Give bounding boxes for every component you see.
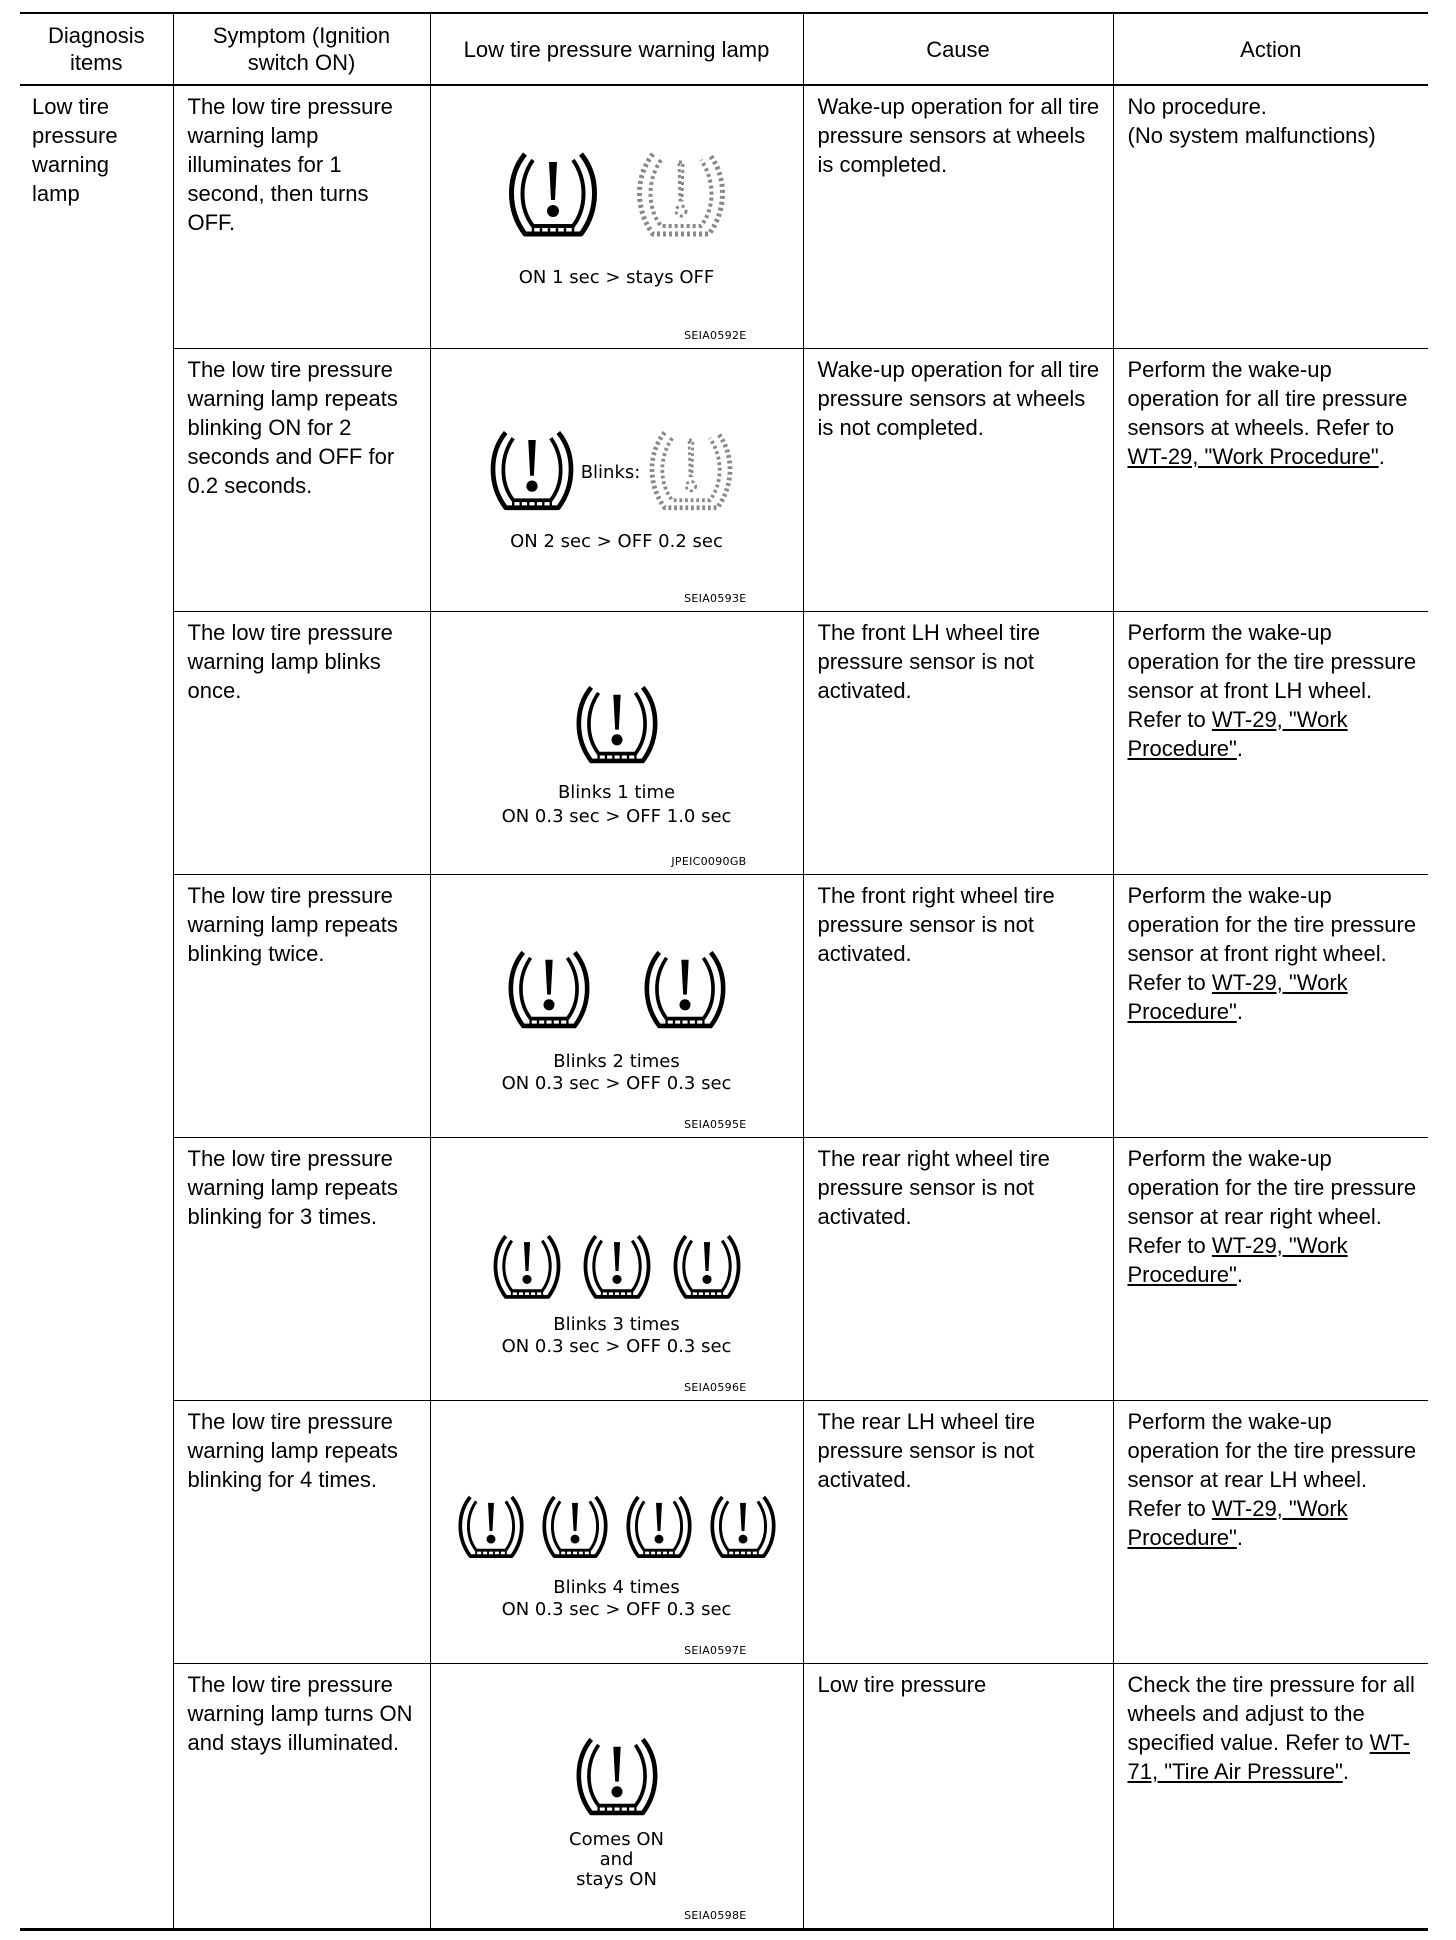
action-cell (1113, 1138, 1428, 1401)
header-diagnosis-items: Diagnosis items (20, 14, 173, 85)
header-symptom: Symptom (Ignition switch ON) (173, 14, 430, 85)
action-cell (1113, 85, 1428, 349)
lamp-figure-cell (430, 85, 803, 349)
lamp-caption: Blinks 4 times (553, 1577, 680, 1598)
symptom-text: The low tire pressure warning lamp repeats blinking for 4 times. (187, 1409, 398, 1492)
symptom-cell (173, 1664, 430, 1929)
action-text: Check the tire pressure for all wheels and adjust to the specified value. Refer to (1127, 1672, 1415, 1755)
tpms-warning-lamp-on-icon (503, 146, 603, 246)
action-text: Perform the wake-up operation for the tire pressure sensor at front LH wheel. Refer to (1127, 620, 1417, 732)
action-cell (1113, 1401, 1428, 1664)
symptom-text: The low tire pressure warning lamp repeats blinking twice. (187, 883, 398, 966)
cause-cell (803, 612, 1113, 875)
lamp-figure-cell (430, 349, 803, 612)
symptom-cell (173, 1401, 430, 1664)
action-text: Perform the wake-up operation for the tire pressure sensor at front right wheel. Refer to (1127, 883, 1417, 995)
cause-text: Wake-up operation for all tire pressure sensors at wheels is not completed. (817, 357, 1100, 440)
table-row (20, 1664, 1428, 1929)
table-row (20, 349, 1428, 612)
lamp-caption-and: and (599, 1849, 634, 1870)
symptom-cell (173, 349, 430, 612)
action-text: Perform the wake-up operation for the tire pressure sensor at rear LH wheel. Refer to (1127, 1409, 1417, 1521)
action-text: Perform the wake-up operation for all tire pressure sensors at wheels. Refer to (1127, 357, 1408, 440)
lamp-figure-cell (430, 612, 803, 875)
header-cause: Cause (803, 14, 1113, 85)
figure-code: JPEIC0090GB (671, 855, 747, 868)
header-warning-lamp: Low tire pressure warning lamp (430, 14, 803, 85)
tpms-warning-lamp-on-icon (485, 425, 579, 519)
symptom-cell (173, 85, 430, 349)
tpms-warning-lamp-on-icon (669, 1230, 745, 1306)
figure-code: SEIA0593E (684, 592, 747, 605)
table-row (20, 875, 1428, 1138)
symptom-cell (173, 612, 430, 875)
lamp-caption: Blinks 1 time (557, 782, 676, 803)
lamp-caption: ON 2 sec > OFF 0.2 sec (510, 531, 723, 552)
tpms-warning-lamp-on-icon (571, 1732, 663, 1824)
action-end: . (1378, 444, 1385, 469)
tpms-warning-lamp-on-icon (489, 1230, 565, 1306)
figure-code: SEIA0597E (684, 1644, 747, 1657)
lamp-timing: ON 0.3 sec > OFF 0.3 sec (501, 1599, 732, 1620)
tpms-warning-lamp-on-icon (706, 1491, 780, 1565)
lamp-timing: ON 0.3 sec > OFF 1.0 sec (501, 806, 732, 827)
action-end: . (1236, 999, 1243, 1024)
cause-text: Low tire pressure (817, 1672, 987, 1697)
diagnosis-table (20, 14, 1428, 1928)
cause-cell (803, 85, 1113, 349)
symptom-text: The low tire pressure warning lamp blinks once. (187, 620, 393, 703)
symptom-text: The low tire pressure warning lamp illuminates for 1 second, then turns OFF. (187, 94, 393, 235)
action-text: No procedure. (1127, 94, 1267, 119)
diagnosis-table-page (20, 12, 1428, 1931)
work-procedure-link[interactable]: WT-29, "Work Procedure" (1127, 1233, 1348, 1287)
tpms-warning-lamp-on-icon (579, 1230, 655, 1306)
action-end: . (1342, 1759, 1349, 1784)
action-end: . (1236, 736, 1243, 761)
cause-cell (803, 875, 1113, 1138)
action-end: . (1236, 1525, 1243, 1550)
tire-air-pressure-link[interactable]: WT-71, "Tire Air Pressure" (1127, 1730, 1410, 1784)
tpms-warning-lamp-off-icon (631, 146, 731, 246)
tpms-warning-lamp-on-icon (571, 680, 663, 772)
figure-code: SEIA0596E (684, 1381, 747, 1394)
cause-cell (803, 349, 1113, 612)
tpms-warning-lamp-on-icon (454, 1491, 528, 1565)
diagnosis-item-cell (20, 85, 173, 1928)
symptom-cell (173, 875, 430, 1138)
table-row (20, 1138, 1428, 1401)
table-row (20, 612, 1428, 875)
lamp-timing: ON 0.3 sec > OFF 0.3 sec (501, 1336, 732, 1357)
lamp-caption: ON 1 sec > stays OFF (518, 267, 715, 288)
figure-code: SEIA0598E (684, 1909, 747, 1922)
symptom-text: The low tire pressure warning lamp repeats blinking for 3 times. (187, 1146, 398, 1229)
figure-code: SEIA0592E (684, 329, 747, 342)
action-cell (1113, 875, 1428, 1138)
lamp-caption: Blinks 2 times (553, 1051, 680, 1072)
cause-cell (803, 1664, 1113, 1929)
blinks-label: Blinks: (580, 461, 641, 483)
tpms-warning-lamp-on-icon (639, 945, 731, 1037)
tpms-warning-lamp-on-icon (622, 1491, 696, 1565)
tpms-warning-lamp-on-icon (538, 1491, 612, 1565)
action-cell (1113, 349, 1428, 612)
cause-cell (803, 1401, 1113, 1664)
cause-text: The rear right wheel tire pressure sensor is not activated. (817, 1146, 1050, 1229)
lamp-timing: ON 0.3 sec > OFF 0.3 sec (501, 1073, 732, 1094)
action-note: (No system malfunctions) (1127, 123, 1376, 148)
action-text: Perform the wake-up operation for the tire pressure sensor at rear right wheel. Refer to (1127, 1146, 1417, 1258)
diagnosis-item: Low tire pressure warning lamp (32, 94, 118, 206)
cause-text: Wake-up operation for all tire pressure sensors at wheels is completed. (817, 94, 1100, 177)
header-action: Action (1113, 14, 1428, 85)
cause-cell (803, 1138, 1113, 1401)
lamp-figure-cell (430, 1138, 803, 1401)
lamp-figure-cell (430, 1664, 803, 1929)
work-procedure-link[interactable]: WT-29, "Work Procedure" (1127, 707, 1348, 761)
table-row (20, 1401, 1428, 1664)
lamp-caption: Comes ON (569, 1829, 664, 1850)
work-procedure-link[interactable]: WT-29, "Work Procedure" (1127, 970, 1348, 1024)
work-procedure-link[interactable]: WT-29, "Work Procedure" (1127, 1496, 1348, 1550)
lamp-caption-stays: stays ON (576, 1869, 657, 1890)
lamp-figure-cell (430, 875, 803, 1138)
symptom-cell (173, 1138, 430, 1401)
work-procedure-link[interactable]: WT-29, "Work Procedure" (1127, 444, 1379, 469)
cause-text: The rear LH wheel tire pressure sensor is not activated. (817, 1409, 1036, 1492)
table-header-row (20, 14, 1428, 85)
action-cell (1113, 1664, 1428, 1929)
figure-code: SEIA0595E (684, 1118, 747, 1131)
tpms-warning-lamp-off-icon (644, 425, 738, 519)
lamp-caption: Blinks 3 times (553, 1314, 680, 1335)
tpms-warning-lamp-on-icon (503, 945, 595, 1037)
action-end: . (1236, 1262, 1243, 1287)
cause-text: The front LH wheel tire pressure sensor is not activated. (817, 620, 1041, 703)
symptom-text: The low tire pressure warning lamp repeats blinking ON for 2 seconds and OFF for 0.2 seconds. (187, 357, 398, 498)
cause-text: The front right wheel tire pressure sensor is not activated. (817, 883, 1055, 966)
table-row (20, 85, 1428, 349)
symptom-text: The low tire pressure warning lamp turns ON and stays illuminated. (187, 1672, 413, 1755)
lamp-figure-cell (430, 1401, 803, 1664)
action-cell (1113, 612, 1428, 875)
